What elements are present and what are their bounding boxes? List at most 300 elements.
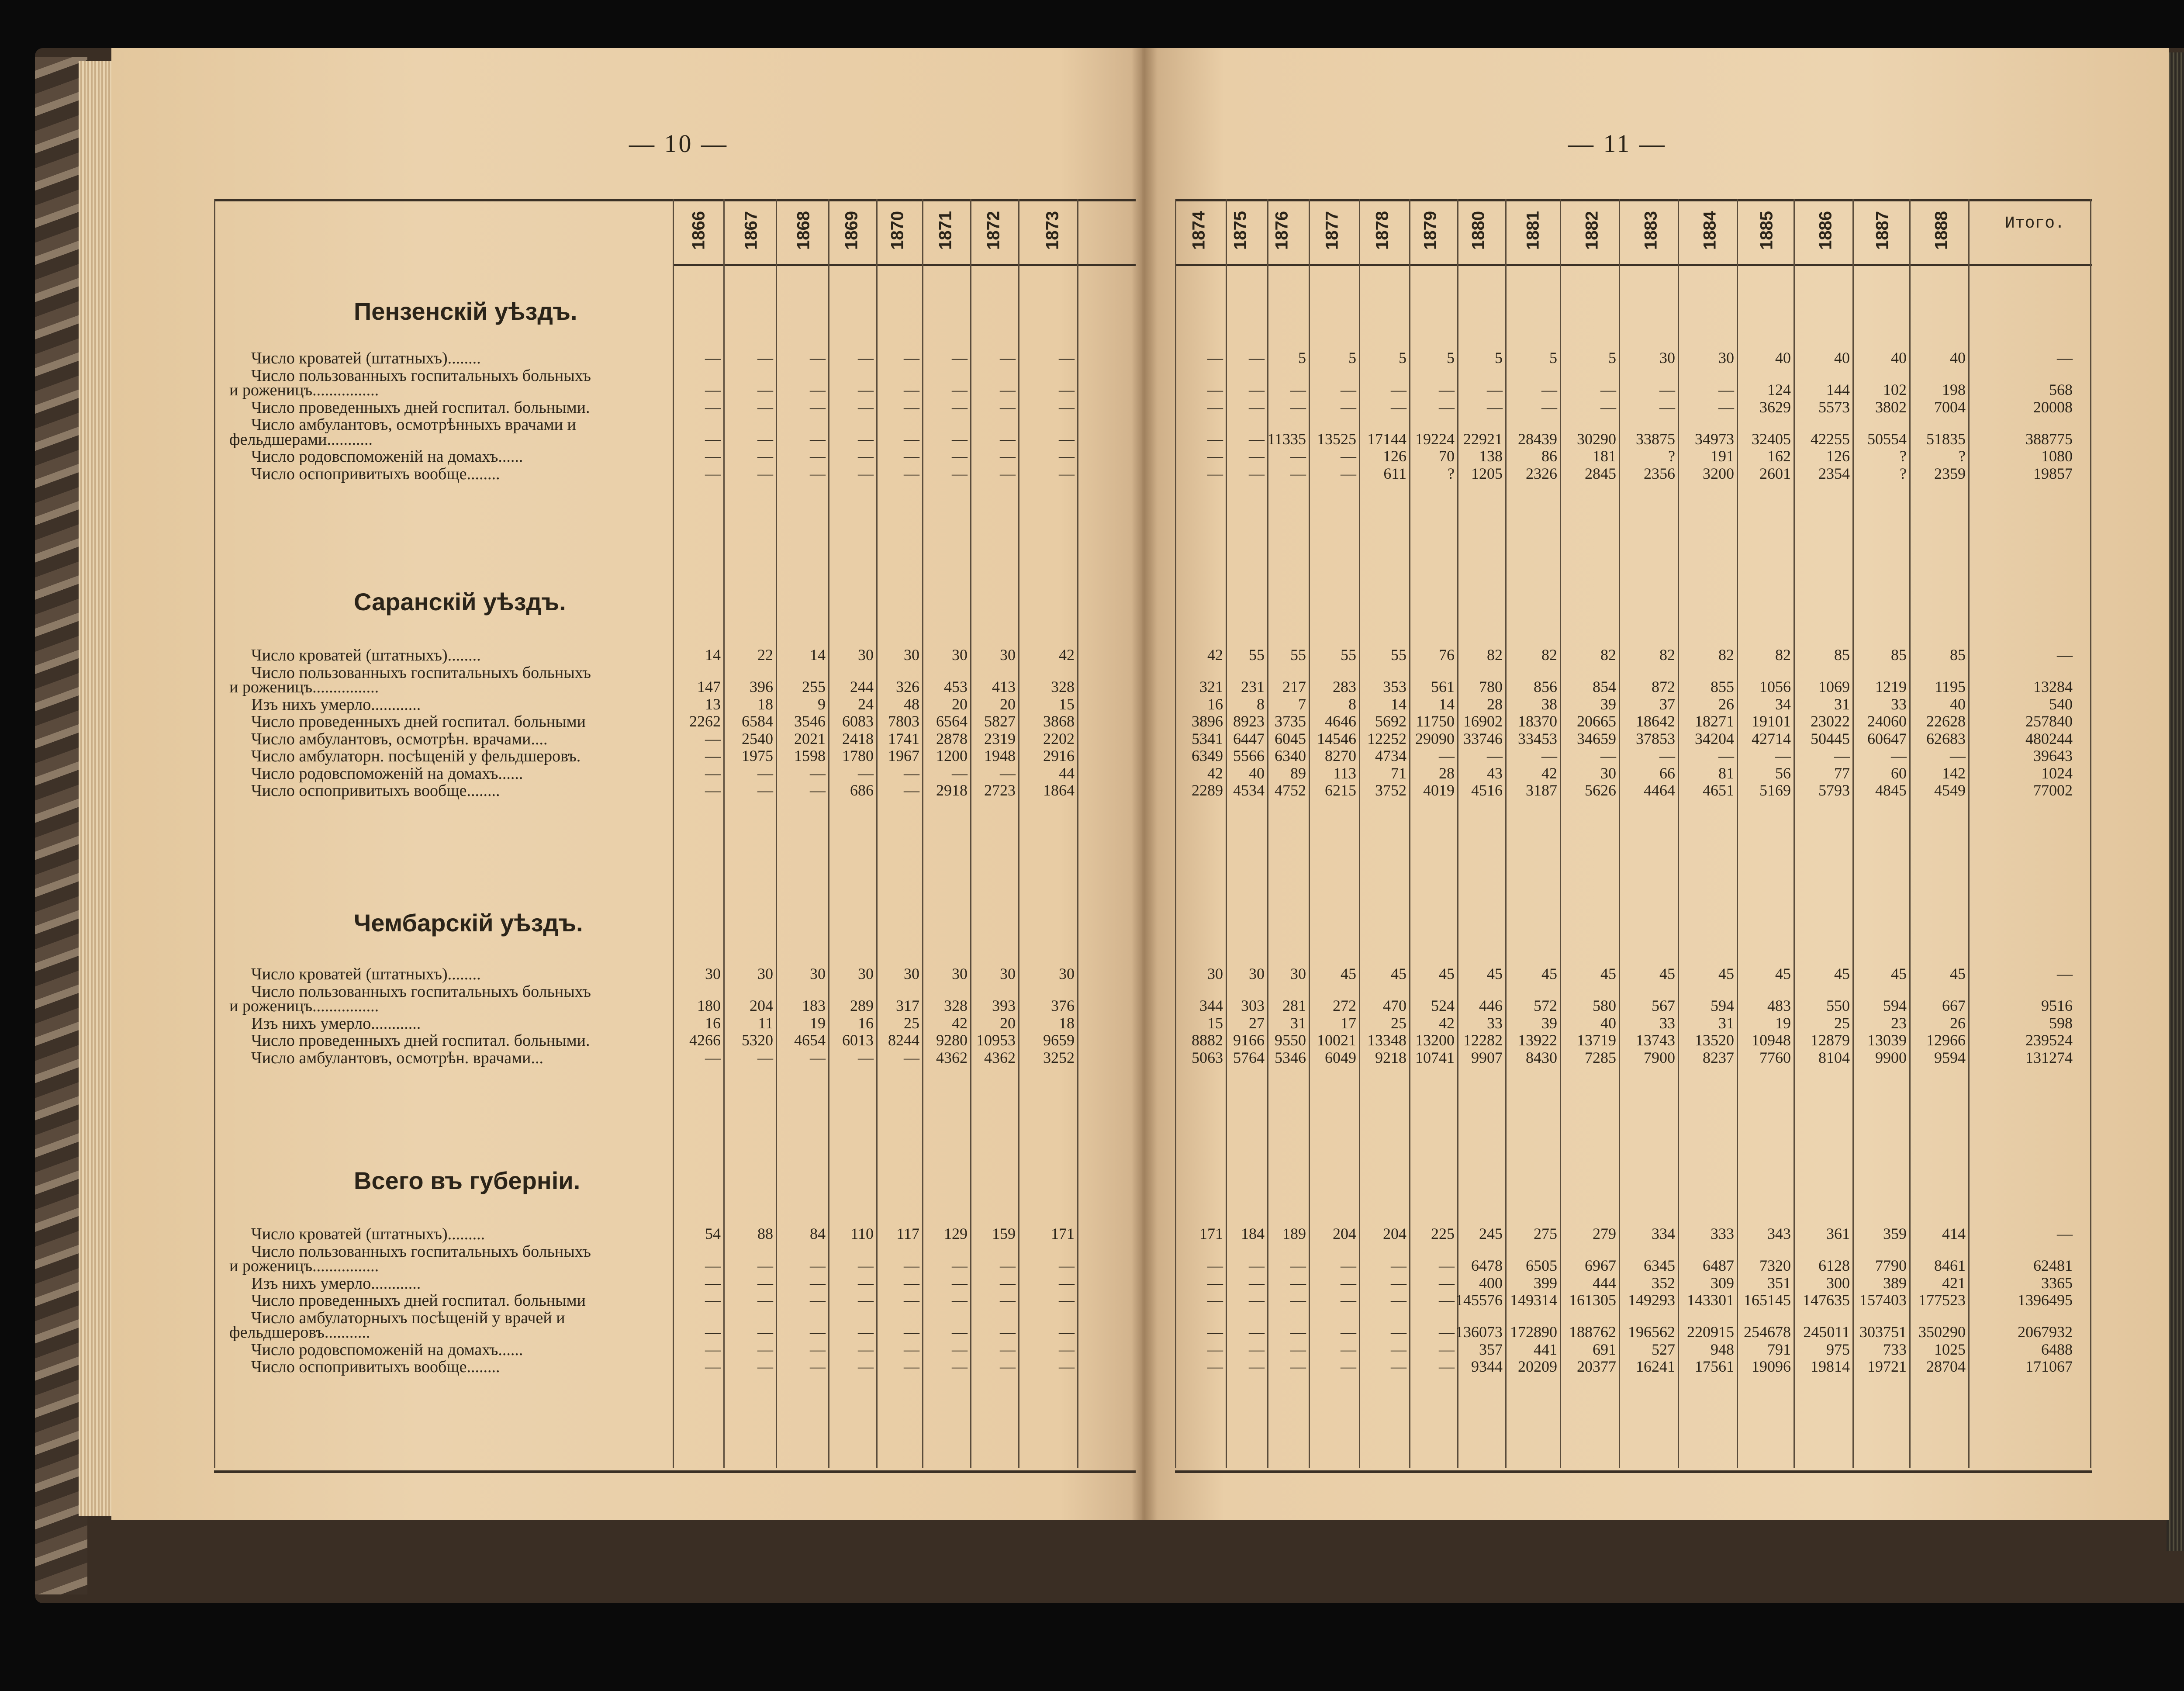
table-cell: 30 [810, 965, 826, 982]
table-cell: 40 [1891, 349, 1907, 367]
table-cell: 11335 [1267, 430, 1306, 448]
table-cell: — [1487, 381, 1503, 398]
table-cell: — [1059, 349, 1075, 367]
header-rule-right [1175, 264, 2092, 266]
table-cell: 172890 [1510, 1323, 1557, 1341]
table-cell: — [1207, 1291, 1223, 1309]
table-cell: 453 [944, 678, 968, 695]
table-cell: 45 [1439, 965, 1455, 982]
table-cell: 37853 [1636, 730, 1675, 747]
table-cell: — [810, 464, 826, 482]
row-label: Число пользованныхъ госпитальныхъ больныхъ [251, 982, 591, 1001]
table-cell: 594 [1711, 997, 1734, 1014]
table-cell: — [1290, 1323, 1306, 1341]
table-cell: 31 [1834, 695, 1850, 713]
year-header: 1878 [1372, 211, 1392, 250]
table-cell: 5764 [1233, 1048, 1265, 1066]
table-cell: — [1207, 447, 1223, 465]
table-cell: 9344 [1471, 1358, 1503, 1375]
row-label: Число амбулаторныхъ посѣщенiй у врачей и [251, 1308, 565, 1327]
table-cell: 25 [1391, 1014, 1406, 1032]
table-cell: 16 [1207, 695, 1223, 713]
table-cell: 20665 [1577, 712, 1616, 730]
table-cell: 34204 [1695, 730, 1734, 747]
table-cell: — [757, 464, 773, 482]
year-header: 1868 [794, 211, 813, 250]
table-cell: 188762 [1569, 1323, 1616, 1341]
table-cell: 272 [1333, 997, 1356, 1014]
table-cell: 5063 [1192, 1048, 1223, 1066]
table-cell: 328 [944, 997, 968, 1014]
table-cell: — [1207, 1257, 1223, 1274]
row-label: Число амбулаторн. посѣщенiй у фельдшеровъ. [251, 747, 581, 765]
table-cell: 4516 [1471, 782, 1503, 799]
table-cell: — [1000, 349, 1016, 367]
table-cell: 147635 [1803, 1291, 1850, 1309]
table-cell: 34659 [1577, 730, 1616, 747]
table-cell: 357 [1479, 1340, 1503, 1358]
table-cell: 19224 [1415, 430, 1455, 448]
total-cell: 540 [2049, 695, 2073, 713]
column-rule [1619, 199, 1620, 1468]
table-cell: 2723 [984, 782, 1016, 799]
table-cell: 2845 [1585, 464, 1616, 482]
table-cell: 15 [1059, 695, 1075, 713]
table-cell: 6340 [1275, 747, 1306, 764]
table-cell: 13719 [1577, 1031, 1616, 1049]
total-cell: 9516 [2041, 997, 2073, 1014]
table-cell: — [1059, 1274, 1075, 1292]
table-cell: — [1000, 1358, 1016, 1375]
table-cell: 2319 [984, 730, 1016, 747]
row-label: фельдшерами........... [229, 430, 373, 449]
table-cell: 359 [1883, 1225, 1907, 1242]
table-cell: 89 [1290, 764, 1306, 782]
table-cell: 5573 [1818, 398, 1850, 416]
table-cell: 9 [818, 695, 826, 713]
table-cell: 45 [1391, 965, 1406, 982]
column-rule [1678, 199, 1679, 1468]
table-cell: 16 [705, 1014, 721, 1032]
table-cell: 149314 [1510, 1291, 1557, 1309]
table-cell: 20377 [1577, 1358, 1616, 1375]
table-cell: 361 [1826, 1225, 1850, 1242]
table-cell: 33 [1891, 695, 1907, 713]
table-cell: 975 [1826, 1340, 1850, 1358]
row-label: Число пользованныхъ госпитальныхъ больныхъ [251, 366, 591, 385]
year-header: 1875 [1230, 211, 1250, 250]
column-rule [1737, 199, 1738, 1468]
table-cell: — [904, 381, 919, 398]
row-label: и роженицъ................ [229, 678, 379, 696]
table-cell: 20 [1000, 695, 1016, 713]
table-cell: 30 [1000, 965, 1016, 982]
table-cell: 5 [1549, 349, 1557, 367]
table-cell: 6045 [1275, 730, 1306, 747]
table-cell: — [705, 447, 721, 465]
row-label: Число пользованныхъ госпитальныхъ больныхъ [251, 1242, 591, 1261]
table-cell: — [904, 430, 919, 448]
table-cell: 396 [750, 678, 773, 695]
table-cell: 1598 [794, 747, 826, 764]
table-cell: 3868 [1043, 712, 1075, 730]
table-cell: 39 [1541, 1014, 1557, 1032]
table-cell: 948 [1711, 1340, 1734, 1358]
table-cell: 303751 [1859, 1323, 1907, 1341]
table-cell: 204 [1333, 1225, 1356, 1242]
row-label: и роженицъ................ [229, 1257, 379, 1275]
table-cell: 14 [705, 646, 721, 664]
table-cell: 42 [1439, 1014, 1455, 1032]
table-cell: — [858, 1358, 874, 1375]
table-cell: 6967 [1585, 1257, 1616, 1274]
table-cell: — [1341, 1323, 1356, 1341]
table-cell: 611 [1383, 464, 1406, 482]
table-cell: 38 [1541, 695, 1557, 713]
year-header: 1880 [1469, 211, 1488, 250]
table-cell: 854 [1593, 678, 1616, 695]
table-cell: 444 [1593, 1274, 1616, 1292]
table-cell: 4362 [936, 1048, 968, 1066]
table-cell: 1967 [888, 747, 919, 764]
table-cell: 71 [1391, 764, 1406, 782]
table-cell: 344 [1199, 997, 1223, 1014]
table-cell: — [904, 1048, 919, 1066]
table-cell: 17 [1341, 1014, 1356, 1032]
row-label: Число оспопривитыхъ вообще........ [251, 1358, 500, 1376]
table-cell: — [1290, 1274, 1306, 1292]
table-cell: 1205 [1471, 464, 1503, 482]
table-cell: — [810, 1274, 826, 1292]
table-cell: 45 [1950, 965, 1966, 982]
table-cell: — [1249, 1358, 1265, 1375]
table-cell: 25 [904, 1014, 919, 1032]
table-cell: 16 [858, 1014, 874, 1032]
table-cell: 17561 [1695, 1358, 1734, 1375]
table-cell: 30 [1718, 349, 1734, 367]
table-cell: — [705, 349, 721, 367]
table-cell: 399 [1534, 1274, 1557, 1292]
table-cell: 2289 [1192, 782, 1223, 799]
table-cell: 561 [1431, 678, 1455, 695]
row-label: Число оспопривитыхъ вообще........ [251, 782, 500, 800]
year-header: 1866 [689, 211, 708, 250]
table-cell: 45 [1600, 965, 1616, 982]
table-cell: 30 [1659, 349, 1675, 367]
table-cell: — [810, 1323, 826, 1341]
table-cell: — [757, 1358, 773, 1375]
table-cell: 2918 [936, 782, 968, 799]
table-cell: — [858, 1274, 874, 1292]
year-header: 1887 [1873, 211, 1892, 250]
total-cell: 598 [2049, 1014, 2073, 1032]
row-label: Число пользованныхъ госпитальныхъ больныхъ [251, 663, 591, 682]
table-cell: — [1290, 464, 1306, 482]
page-number-right: — 11 — [1568, 129, 1666, 158]
table-cell: — [1341, 381, 1356, 398]
table-cell: 19 [810, 1014, 826, 1032]
table-cell: 2202 [1043, 730, 1075, 747]
section-title: Саранскiй уѣздъ. [354, 588, 566, 616]
table-cell: 254678 [1744, 1323, 1791, 1341]
table-cell: 13922 [1518, 1031, 1557, 1049]
table-cell: 42 [1207, 646, 1223, 664]
table-cell: — [757, 1274, 773, 1292]
table-cell: 4266 [689, 1031, 721, 1049]
table-cell: — [1059, 1358, 1075, 1375]
table-cell: — [1207, 398, 1223, 416]
year-header: 1871 [936, 211, 955, 250]
table-cell: 6215 [1325, 782, 1356, 799]
table-cell: 30 [1059, 965, 1075, 982]
table-cell: — [952, 381, 968, 398]
table-cell: — [1000, 1323, 1016, 1341]
row-label: Число проведенныхъ дней госпитал. больными [251, 712, 586, 731]
column-rule [1909, 199, 1911, 1468]
table-cell: 136073 [1455, 1323, 1503, 1341]
table-cell: ? [1668, 447, 1675, 465]
table-cell: 147 [697, 678, 721, 695]
table-cell: 30 [1000, 646, 1016, 664]
table-cell: — [705, 1323, 721, 1341]
table-cell: 56 [1775, 764, 1791, 782]
table-cell: 40 [1950, 695, 1966, 713]
table-cell: — [1000, 430, 1016, 448]
table-cell: 117 [896, 1225, 919, 1242]
table-cell: — [1000, 1291, 1016, 1309]
table-cell: 45 [1341, 965, 1356, 982]
table-cell: 40 [1775, 349, 1791, 367]
table-cell: 321 [1199, 678, 1223, 695]
total-cell: 13284 [2033, 678, 2073, 695]
table-cell: — [1000, 398, 1016, 416]
table-cell: — [1341, 464, 1356, 482]
table-cell: 441 [1534, 1340, 1557, 1358]
table-cell: — [1341, 1340, 1356, 1358]
table-cell: 18 [1059, 1014, 1075, 1032]
table-cell: 20 [952, 695, 968, 713]
table-cell: 18642 [1636, 712, 1675, 730]
table-cell: — [1290, 447, 1306, 465]
table-cell: — [757, 349, 773, 367]
table-cell: 24060 [1867, 712, 1907, 730]
table-cell: 580 [1593, 997, 1616, 1014]
table-cell: 50554 [1867, 430, 1907, 448]
table-cell: 181 [1593, 447, 1616, 465]
section-title: Пензенскiй уѣздъ. [354, 297, 577, 325]
table-cell: — [1341, 1358, 1356, 1375]
table-cell: — [1000, 464, 1016, 482]
table-cell: 30 [952, 646, 968, 664]
table-cell: 12966 [1926, 1031, 1966, 1049]
total-cell: 131274 [2025, 1048, 2073, 1066]
table-cell: 85 [1891, 646, 1907, 664]
table-cell: 9166 [1233, 1031, 1265, 1049]
table-cell: 6584 [742, 712, 773, 730]
row-label: Число оспопривитыхъ вообще........ [251, 464, 500, 483]
table-cell: 5 [1608, 349, 1616, 367]
table-cell: 6505 [1526, 1257, 1557, 1274]
table-cell: 19 [1775, 1014, 1791, 1032]
table-cell: — [1891, 747, 1907, 764]
table-cell: — [858, 447, 874, 465]
table-cell: — [1290, 1358, 1306, 1375]
table-cell: 14 [1391, 695, 1406, 713]
table-cell: — [1439, 747, 1455, 764]
table-cell: 44 [1059, 764, 1075, 782]
table-cell: 5341 [1192, 730, 1223, 747]
table-cell: 45 [1487, 965, 1503, 982]
table-cell: — [952, 1291, 968, 1309]
table-cell: 138 [1479, 447, 1503, 465]
table-cell: 24 [858, 695, 874, 713]
table-cell: — [1341, 1291, 1356, 1309]
table-cell: ? [1448, 464, 1455, 482]
table-cell: 5320 [742, 1031, 773, 1049]
section-title: Чембарскiй уѣздъ. [354, 909, 583, 937]
table-cell: — [1718, 398, 1734, 416]
table-cell: 110 [850, 1225, 874, 1242]
table-cell: — [1775, 747, 1791, 764]
table-cell: 446 [1479, 997, 1503, 1014]
table-cell: 82 [1659, 646, 1675, 664]
table-cell: 26 [1950, 1014, 1966, 1032]
table-cell: 9900 [1875, 1048, 1907, 1066]
table-cell: 3187 [1526, 782, 1557, 799]
table-cell: 1200 [936, 747, 968, 764]
table-cell: 1975 [742, 747, 773, 764]
table-cell: 1195 [1935, 678, 1966, 695]
table-cell: 82 [1487, 646, 1503, 664]
table-cell: 855 [1711, 678, 1734, 695]
table-cell: 343 [1767, 1225, 1791, 1242]
table-cell: — [1059, 1257, 1075, 1274]
table-cell: 9550 [1275, 1031, 1306, 1049]
table-cell: 255 [802, 678, 826, 695]
table-cell: 2326 [1526, 464, 1557, 482]
page-number-left: — 10 — [629, 129, 728, 158]
table-cell: 3802 [1875, 398, 1907, 416]
table-cell: — [757, 398, 773, 416]
table-cell: — [1249, 1291, 1265, 1309]
table-cell: — [1391, 1274, 1406, 1292]
year-header: 1885 [1757, 211, 1776, 250]
table-cell: — [810, 447, 826, 465]
table-cell: 30 [904, 646, 919, 664]
table-cell: — [810, 381, 826, 398]
table-cell: 22628 [1926, 712, 1966, 730]
table-cell: 220915 [1687, 1323, 1734, 1341]
table-cell: 7285 [1585, 1048, 1616, 1066]
table-cell: 231 [1241, 678, 1265, 695]
table-cell: — [757, 764, 773, 782]
table-cell: — [705, 1358, 721, 1375]
year-header: 1874 [1189, 211, 1209, 250]
table-cell: 10953 [976, 1031, 1016, 1049]
table-cell: 81 [1718, 764, 1734, 782]
table-cell: 10021 [1317, 1031, 1356, 1049]
year-header: 1872 [984, 211, 1003, 250]
table-cell: 7790 [1875, 1257, 1907, 1274]
table-cell: — [1341, 447, 1356, 465]
table-cell: 5169 [1759, 782, 1791, 799]
table-cell: — [904, 464, 919, 482]
row-label: и роженицъ................ [229, 381, 379, 399]
table-cell: — [1439, 1291, 1455, 1309]
table-cell: — [1000, 1340, 1016, 1358]
table-cell: 13200 [1415, 1031, 1455, 1049]
table-cell: — [1000, 447, 1016, 465]
table-cell: 42255 [1811, 430, 1850, 448]
table-cell: 33875 [1636, 430, 1675, 448]
table-cell: — [1249, 464, 1265, 482]
table-cell: — [952, 1358, 968, 1375]
table-cell: 3752 [1375, 782, 1406, 799]
table-cell: 32405 [1752, 430, 1791, 448]
table-cell: — [952, 447, 968, 465]
table-cell: 289 [850, 997, 874, 1014]
table-cell: 18271 [1695, 712, 1734, 730]
table-cell: 8237 [1703, 1048, 1734, 1066]
table-cell: 4654 [794, 1031, 826, 1049]
table-cell: — [858, 1291, 874, 1309]
table-cell: 161305 [1569, 1291, 1616, 1309]
table-cell: 6345 [1644, 1257, 1675, 1274]
row-label: Число амбулантовъ, осмотрѣн. врачами... [251, 1048, 543, 1067]
table-cell: 60647 [1867, 730, 1907, 747]
table-cell: 6478 [1471, 1257, 1503, 1274]
table-cell: 8270 [1325, 747, 1356, 764]
table-cell: 5 [1495, 349, 1503, 367]
table-cell: 183 [802, 997, 826, 1014]
table-cell: 10741 [1415, 1048, 1455, 1066]
table-cell: — [858, 1323, 874, 1341]
table-cell: 3629 [1759, 398, 1791, 416]
column-rule [1505, 199, 1507, 1468]
table-cell: — [1600, 398, 1616, 416]
table-cell: 281 [1282, 997, 1306, 1014]
table-cell: 1056 [1759, 678, 1791, 695]
table-cell: 19101 [1752, 712, 1791, 730]
table-cell: 572 [1534, 997, 1557, 1014]
table-cell: 1025 [1934, 1340, 1966, 1358]
table-cell: — [705, 381, 721, 398]
total-cell: 1080 [2041, 447, 2073, 465]
label-column-rule [214, 199, 215, 1468]
table-cell: — [952, 764, 968, 782]
table-cell: 317 [896, 997, 919, 1014]
table-cell: — [1000, 764, 1016, 782]
table-cell: — [1207, 349, 1223, 367]
table-cell: — [1207, 1358, 1223, 1375]
table-cell: 30 [904, 965, 919, 982]
table-cell: — [1487, 747, 1503, 764]
table-cell: — [757, 381, 773, 398]
table-cell: 196562 [1628, 1323, 1675, 1341]
year-header: 1877 [1322, 211, 1342, 250]
column-rule [2090, 199, 2091, 1468]
table-cell: 157403 [1859, 1291, 1907, 1309]
table-cell: 2021 [794, 730, 826, 747]
table-cell: 77 [1834, 764, 1850, 782]
table-cell: — [757, 447, 773, 465]
table-cell: — [705, 1340, 721, 1358]
table-cell: 3546 [794, 712, 826, 730]
table-cell: 14 [1439, 695, 1455, 713]
table-cell: — [904, 1257, 919, 1274]
table-cell: — [705, 1291, 721, 1309]
table-cell: — [810, 430, 826, 448]
